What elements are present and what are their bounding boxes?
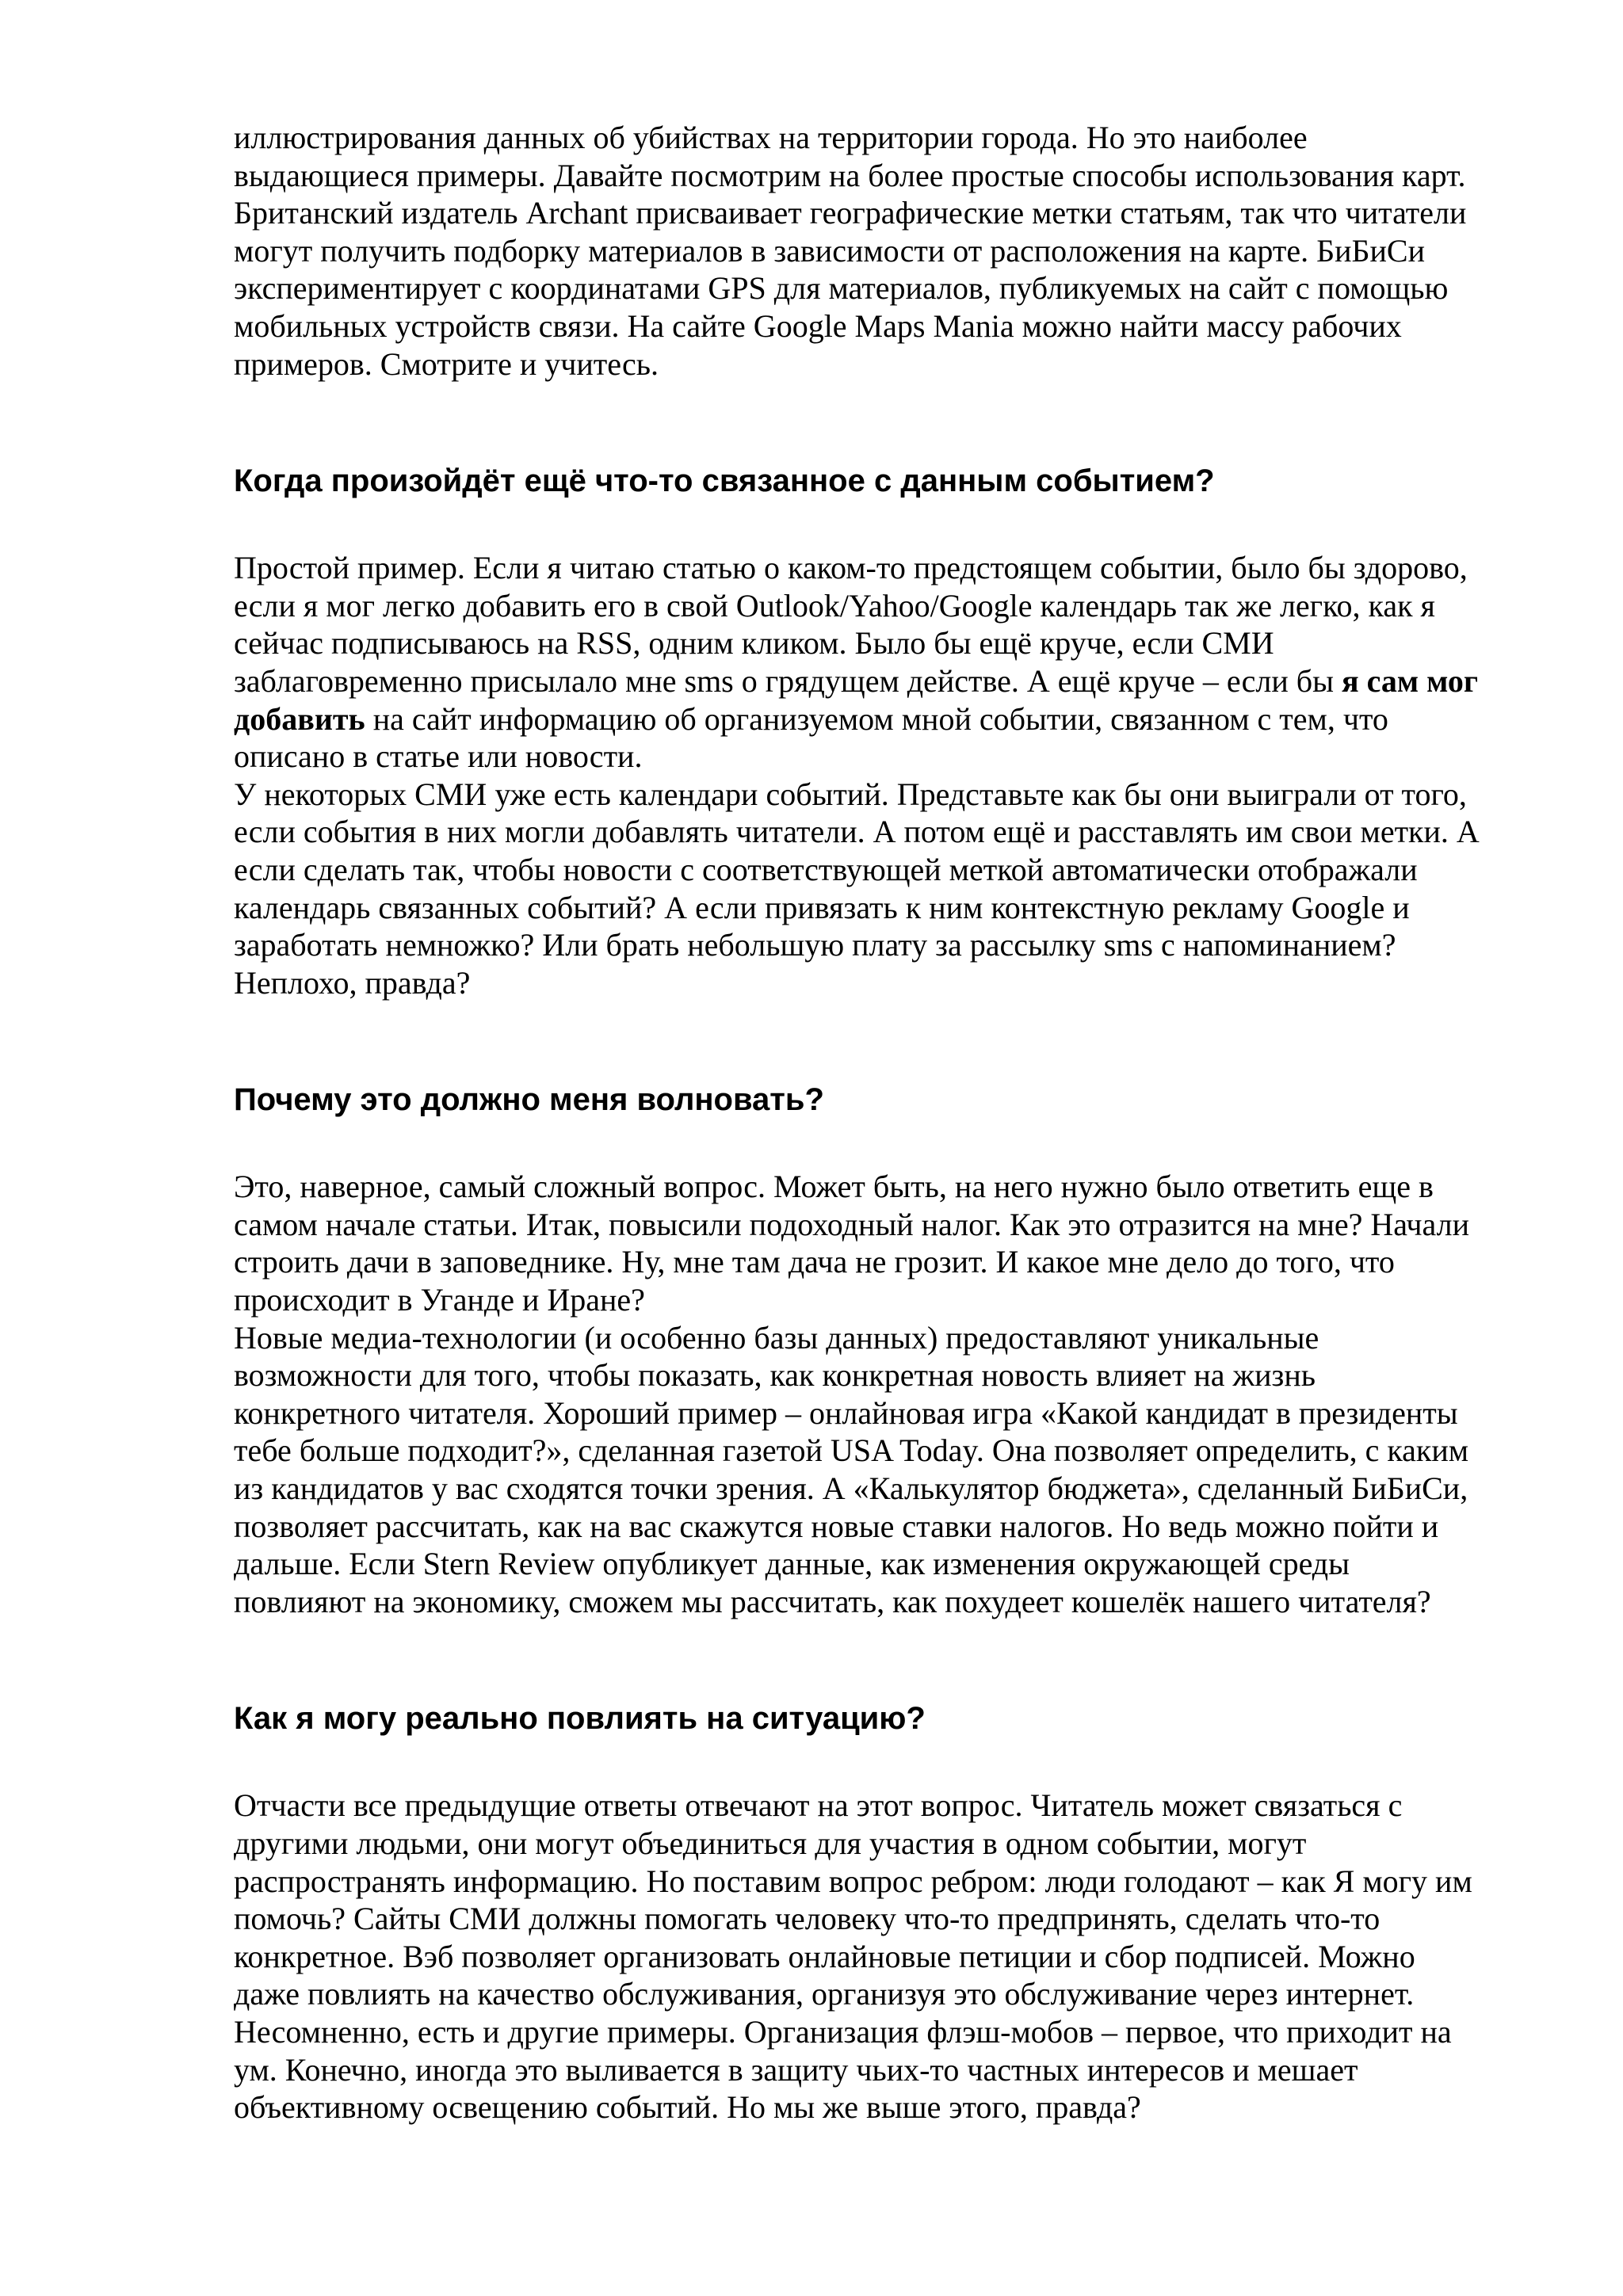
section2-paragraph-1 [234,1168,1549,1318]
section2-paragraph-2 [234,1319,1549,1621]
text-line: Британский издатель Archant присваивает географические метки статьям, так что читатели [234,195,1467,231]
text-line: Неплохо, правда? [234,964,471,1001]
text-line: мобильных устройств связи. На сайте Google Maps Mania можно найти массу рабочих [234,307,1402,344]
text-line: возможности для того, чтобы показать, как конкретная новость влияет на жизнь [234,1357,1316,1394]
text-line: Несомненно, есть и другие примеры. Организация флэш-мобов – первое, что приходит на [234,2013,1452,2050]
bold-text: я сам мог [1342,662,1479,699]
text-line: конкретное. Вэб позволяет организовать онлайновые петиции и сбор подписей. Можно [234,1938,1415,1974]
text-line: Отчасти все предыдущие ответы отвечают на этот вопрос. Читатель может связаться с [234,1787,1403,1824]
text-line: заработать немножко? Или брать небольшую плату за рассылку sms с напоминанием? [234,927,1396,963]
text-line: строить дачи в заповеднике. Ну, мне там дача не грозит. И какое мне дело до того, что [234,1244,1395,1280]
intro-paragraph [234,119,1549,383]
text-line: календарь связанных событий? А если привязать к ним контекстную рекламу Google и [234,889,1410,925]
text-line: происходит в Уганде и Иране? [234,1282,645,1318]
text-line: иллюстрирования данных об убийствах на территории города. Но это наиболее [234,120,1308,155]
section-heading-why: Почему это должно меня волновать? [234,1082,824,1118]
text-line [234,662,1549,700]
text-line: Это, наверное, самый сложный вопрос. Может быть, на него нужно было ответить еще в [234,1169,1434,1205]
section1-paragraph-1 [234,549,1549,776]
text-line: дальше. Если Stern Review опубликует данные, как изменения окружающей среды [234,1546,1350,1582]
text-line: другими людьми, они могут объединиться для участия в одном событии, могут [234,1825,1307,1861]
text-line: могут получить подборку материалов в зависимости от расположения на карте. БиБиСи [234,232,1425,269]
text-line: если я мог легко добавить его в свой Outlook/Yahoo/Google календарь так же легко, как я [234,587,1435,624]
text-line: Простой пример. Если я читаю статью о каком-то предстоящем событии, было бы здорово, [234,550,1468,586]
text-line: сейчас подписываюсь на RSS, одним кликом. Было бы ещё круче, если СМИ [234,625,1274,662]
text-line: даже повлиять на качество обслуживания, организуя это обслуживание через интернет. [234,1976,1415,2012]
text-line: примеров. Смотрите и учитесь. [234,345,659,382]
text-line: позволяет рассчитать, как на вас скажутся новые ставки налогов. Но ведь можно пойти и [234,1508,1439,1544]
section-heading-when: Когда произойдёт ещё что-то связанное с данным событием? [234,463,1215,499]
text-line: если события в них могли добавлять читатели. А потом ещё и расставлять им свои метки. А [234,814,1480,850]
text-line: из кандидатов у вас сходятся точки зрения. А «Калькулятор бюджета», сделанный БиБиСи, [234,1470,1468,1507]
text-fragment: заблаговременно присылало мне sms о грядущем действе. А ещё круче – если бы [234,662,1342,699]
text-line: самом начале статьи. Итак, повысили подоходный налог. Как это отразится на мне? Начали [234,1206,1470,1242]
text-line: повлияют на экономику, сможем мы рассчитать, как похудеет кошелёк нашего читателя? [234,1583,1431,1619]
text-line: если сделать так, чтобы новости с соответствующей меткой автоматически отображали [234,851,1418,887]
text-line: У некоторых СМИ уже есть календари событий. Представьте как бы они выиграли от того, [234,776,1467,812]
text-line: конкретного читателя. Хороший пример – онлайновая игра «Какой кандидат в президенты [234,1394,1458,1431]
bold-text: добавить [234,700,365,737]
text-line: распространять информацию. Но поставим вопрос ребром: люди голодают – как Я могу им [234,1863,1472,1899]
text-line: описано в статье или новости. [234,738,643,775]
text-line: экспериментирует с координатами GPS для материалов, публикуемых на сайт с помощью [234,270,1449,307]
text-line: объективному освещению событий. Но мы же выше этого, правда? [234,2089,1141,2126]
text-line [234,700,1549,738]
section-heading-how: Как я могу реально повлиять на ситуацию? [234,1701,926,1737]
section3-paragraph-1 [234,1787,1549,2126]
text-line: ум. Конечно, иногда это выливается в защиту чьих-то частных интересов и мешает [234,2051,1358,2088]
text-line: тебе больше подходит?», сделанная газетой USA Today. Она позволяет определить, с каким [234,1432,1469,1469]
section1-paragraph-2 [234,776,1549,1002]
text-line: помочь? Сайты СМИ должны помогать человеку что-то предпринять, сделать что-то [234,1901,1381,1937]
text-line: Новые медиа-технологии (и особенно базы данных) предоставляют уникальные [234,1319,1319,1356]
text-line: выдающиеся примеры. Давайте посмотрим на более простые способы использования карт. [234,157,1466,193]
document-page [234,119,1549,2126]
text-fragment: на сайт информацию об организуемом мной событии, связанном с тем, что [365,700,1388,737]
